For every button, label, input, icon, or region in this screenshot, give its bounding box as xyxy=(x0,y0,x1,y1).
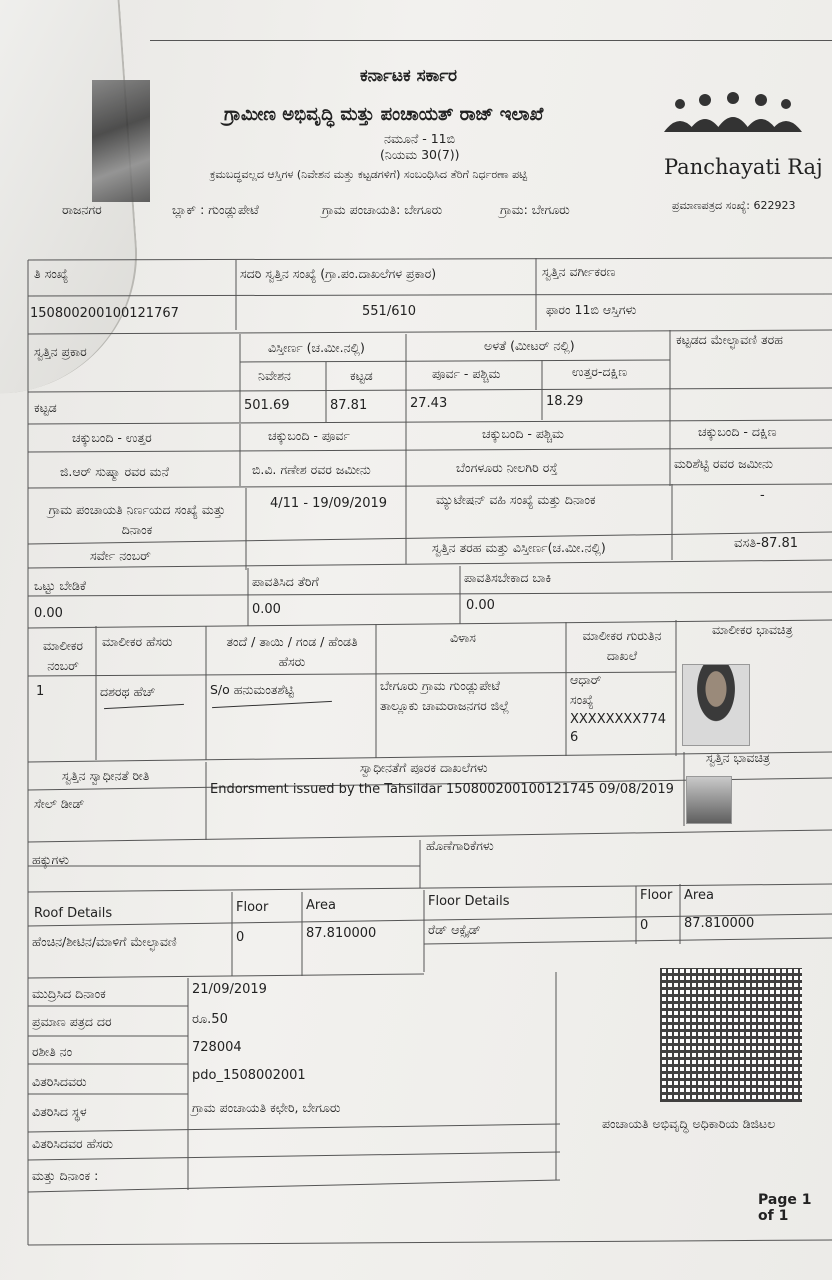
south-boundary-label: ಚಕ್ಕುಬಂದಿ - ದಕ್ಷಿಣ xyxy=(698,424,777,439)
roof-type-value: ಹೆಂಚಿನ/ಶೀಟಿನ/ಮಾಳಿಗೆ ಮೇಲ್ಛಾವಣಿ xyxy=(32,934,177,949)
gram-panchayat: ಗ್ರಾಮ ಪಂಚಾಯತಿ: ಬೇಗೂರು xyxy=(322,202,443,217)
owner-number-label: ಮಾಲೀಕರ ನಂಬರ್ xyxy=(42,638,84,673)
north-south-label: ಉತ್ತರ-ದಕ್ಷಿಣ xyxy=(572,364,628,379)
owner-name: ದಶರಥ ಹೆಚ್ xyxy=(100,684,156,699)
paid-tax-value: 0.00 xyxy=(252,602,281,617)
roof-floor-value: 0 xyxy=(236,930,245,945)
floor-floor-value: 0 xyxy=(640,918,649,933)
owner-number: 1 xyxy=(36,684,45,699)
acquisition-mode-value: ಸೇಲ್ ಡೀಡ್ xyxy=(34,796,85,811)
block: ಬ್ಲಾಕ್ : ಗುಂಡ್ಲುಪೇಟೆ xyxy=(172,202,259,217)
owner-id-number-suffix: 6 xyxy=(570,730,579,745)
roof-details-label: Roof Details xyxy=(34,906,113,921)
site-area-value: 501.69 xyxy=(244,398,290,413)
property-id-label: ತಿ ಸಂಖ್ಯೆ xyxy=(34,266,69,281)
relation-label: ತಂದೆ / ತಾಯಿ / ಗಂಡ / ಹೆಂಡತಿ ಹೆಸರು xyxy=(226,634,358,669)
owner-address-line-1: ಬೇಗೂರು ಗ್ರಾಮ ಗುಂಡ್ಲುಪೇಟೆ xyxy=(380,678,501,693)
receipt-value: 728004 xyxy=(192,1040,242,1055)
east-boundary-value: ಬಿ.ವಿ. ಗಣೇಶ ರವರ ಜಮೀನು xyxy=(252,462,371,477)
district: ರಾಜನಗರ xyxy=(62,202,102,217)
sadari-value: 551/610 xyxy=(362,304,417,319)
owner-relation: S/o ಹನುಮಂತಶೆಟ್ಟಿ xyxy=(210,682,294,697)
roof-floor-header: Floor xyxy=(236,900,269,915)
property-id-value: 150800200100121767 xyxy=(30,306,179,321)
west-boundary-value: ಬೆಂಗಳೂರು ನೀಲಗಿರಿ ರಸ್ತೆ xyxy=(456,460,558,475)
resolution-label: ಗ್ರಾಮ ಪಂಚಾಯತಿ ನಿರ್ಣಯದ ಸಂಖ್ಯೆ ಮತ್ತು ದಿನಾಂಕ xyxy=(48,502,226,537)
roof-area-header: Area xyxy=(306,898,336,913)
east-west-label: ಪೂರ್ವ - ಪಶ್ಚಿಮ xyxy=(432,366,501,381)
east-west-value: 27.43 xyxy=(410,396,448,411)
mutation-value: - xyxy=(760,488,765,503)
print-date-value: 21/09/2019 xyxy=(192,982,267,997)
page-number: Page 1 of 1 xyxy=(758,1192,812,1224)
total-demand-label: ಒಟ್ಟು ಬೇಡಿಕೆ xyxy=(34,578,87,593)
floor-type-value: ರೆಡ್ ಆಕ್ಸೈಡ್ xyxy=(428,922,481,937)
balance-value: 0.00 xyxy=(466,598,495,613)
owner-id-number: XXXXXXXX774 xyxy=(570,712,667,727)
property-photo-label: ಸ್ವತ್ತಿನ ಭಾವಚಿತ್ರ xyxy=(706,750,771,765)
govt-title: ಕರ್ನಾಟಕ ಸರ್ಕಾರ xyxy=(360,66,458,86)
property-photo xyxy=(686,776,732,824)
issue-place-value: ಗ್ರಾಮ ಪಂಚಾಯತಿ ಕಛೇರಿ, ಬೇಗೂರು xyxy=(192,1100,341,1115)
print-date-label: ಮುದ್ರಿಸಿದ ದಿನಾಂಕ xyxy=(32,986,106,1001)
owner-id-label: ಮಾಲೀಕರ ಗುರುತಿನ ದಾಖಲೆ xyxy=(582,628,662,663)
acquisition-mode-label: ಸ್ವತ್ತಿನ ಸ್ವಾಧೀನತೆ ರೀತಿ xyxy=(62,768,150,783)
form-number: ನಮೂನೆ - 11ಬಿ xyxy=(384,131,456,146)
north-boundary-label: ಚಕ್ಕುಬಂದಿ - ಉತ್ತರ xyxy=(72,430,152,445)
owner-address-line-2: ತಾಲ್ಲೂಕು ಚಾಮರಾಜನಗರ ಜಿಲ್ಲೆ xyxy=(380,698,510,713)
property-type-area-value: ವಸತಿ-87.81 xyxy=(734,536,799,551)
classification-label: ಸ್ವತ್ತಿನ ವರ್ಗೀಕರಣ xyxy=(542,264,616,279)
floor-details-label: Floor Details xyxy=(428,894,510,909)
issuer-value: pdo_1508002001 xyxy=(192,1068,306,1083)
rule-number: (ನಿಯಮ 30(7)) xyxy=(380,147,460,162)
resolution-value: 4/11 - 19/09/2019 xyxy=(270,496,388,511)
supporting-docs-label: ಸ್ವಾಧೀನತೆಗೆ ಪೂರಕ ದಾಖಲೆಗಳು xyxy=(360,760,488,775)
dept-title: ಗ್ರಾಮೀಣ ಅಭಿವೃದ್ಧಿ ಮತ್ತು ಪಂಚಾಯತ್ ರಾಜ್ ಇಲಾಖೆ xyxy=(224,104,544,125)
mutation-label: ಮ್ಯುಟೇಷನ್ ವಹಿ ಸಂಖ್ಯೆ ಮತ್ತು ದಿನಾಂಕ xyxy=(436,492,596,507)
building-label: ಕಟ್ಟಡ xyxy=(350,368,373,383)
sadari-label: ಸದರಿ ಸ್ವತ್ತಿನ ಸಂಖ್ಯೆ (ಗ್ರಾ.ಪಂ.ದಾಖಲೆಗಳ ಪ್ರಕಾರ) xyxy=(240,266,437,281)
roof-area-value: 87.810000 xyxy=(306,926,377,941)
area-label: ವಿಸ್ತೀರ್ಣ (ಚ.ಮೀ.ನಲ್ಲಿ) xyxy=(268,340,365,355)
fee-value: ರೂ.50 xyxy=(192,1012,228,1027)
pdo-signature-caption: ಪಂಚಾಯತಿ ಅಭಿವೃದ್ಧಿ ಅಧಿಕಾರಿಯ ಡಿಜಿಟಲ xyxy=(602,1116,776,1131)
receipt-label: ರಶೀತಿ ನಂ xyxy=(32,1044,73,1059)
roof-type-label: ಕಟ್ಟಡದ ಮೇಲ್ಛಾವಣಿ ತರಹ xyxy=(676,332,783,347)
site-label: ನಿವೇಶನ xyxy=(258,368,291,383)
north-south-value: 18.29 xyxy=(546,394,584,409)
floor-area-value: 87.810000 xyxy=(684,916,755,931)
north-boundary-value: ಜಿ.ಆರ್ ಸುಷ್ಮಾ ರವರ ಮನೆ xyxy=(60,464,170,479)
form-subtitle: ಕ್ರಮಬದ್ಧವಲ್ಲದ ಆಸ್ತಿಗಳ (ನಿವೇಶನ ಮತ್ತು ಕಟ್ಟಡಗಳಿಗೆ) ಸಂಬಂಧಿಸಿದ ತೆರಿಗೆ ನಿರ್ಧರಣಾ ಪಟ್ಟಿ xyxy=(210,168,528,181)
issue-place-label: ವಿತರಿಸಿದ ಸ್ಥಳ xyxy=(32,1104,87,1119)
owner-name-label: ಮಾಲೀಕರ ಹೆಸರು xyxy=(102,634,173,649)
qr-code xyxy=(660,968,802,1102)
east-boundary-label: ಚಕ್ಕುಬಂದಿ - ಪೂರ್ವ xyxy=(268,428,350,443)
recipient-date-label: ಮತ್ತು ದಿನಾಂಕ : xyxy=(32,1168,99,1183)
owner-photo-label: ಮಾಲೀಕರ ಭಾವಚಿತ್ರ xyxy=(712,622,793,637)
building-area-value: 87.81 xyxy=(330,398,368,413)
liabilities-label: ಹೊಣೆಗಾರಿಕೆಗಳು xyxy=(426,838,494,853)
issuer-label: ವಿತರಿಸಿದವರು xyxy=(32,1074,87,1089)
floor-floor-header: Floor xyxy=(640,888,673,903)
logo-text: Panchayati Raj xyxy=(664,155,823,179)
owner-id-type: ಆಧಾರ್ xyxy=(570,672,602,687)
address-label: ವಿಳಾಸ xyxy=(450,630,476,645)
recipient-label: ವಿತರಿಸಿದವರ ಹೆಸರು xyxy=(32,1136,113,1151)
dimension-label: ಅಳತೆ (ಮೀಟರ್ ನಲ್ಲಿ) xyxy=(484,338,575,353)
fee-label: ಪ್ರಮಾಣ ಪತ್ರದ ದರ xyxy=(32,1014,112,1029)
balance-label: ಪಾವತಿಸಬೇಕಾದ ಬಾಕಿ xyxy=(464,570,552,585)
owner-id-number-label: ಸಂಖ್ಯೆ xyxy=(570,692,594,707)
south-boundary-value: ಮರಿಶೆಟ್ಟಿ ರವರ ಜಮೀನು xyxy=(674,456,773,471)
owner-photo xyxy=(682,664,750,746)
paid-tax-label: ಪಾವತಿಸಿದ ತೆರಿಗೆ xyxy=(252,574,319,589)
certificate-number: ಪ್ರಮಾಣಪತ್ರದ ಸಂಖ್ಯೆ: 622923 xyxy=(672,199,796,212)
property-type-value: ಕಟ್ಟಡ xyxy=(34,400,57,415)
total-demand-value: 0.00 xyxy=(34,606,63,621)
supporting-docs-value: Endorsment issued by the Tahsildar 150800200100121745 09/08/2019 xyxy=(210,782,674,797)
rights-label: ಹಕ್ಕುಗಳು xyxy=(32,852,69,867)
classification-value: ಫಾರಂ 11ಬಿ ಆಸ್ತಿಗಳು xyxy=(546,302,637,317)
village: ಗ್ರಾಮ: ಬೇಗೂರು xyxy=(500,202,570,217)
west-boundary-label: ಚಕ್ಕುಬಂದಿ - ಪಶ್ಚಿಮ xyxy=(482,426,564,441)
floor-area-header: Area xyxy=(684,888,714,903)
property-type-label: ಸ್ವತ್ತಿನ ಪ್ರಕಾರ xyxy=(34,344,87,359)
property-type-area-label: ಸ್ವತ್ತಿನ ತರಹ ಮತ್ತು ವಿಸ್ತೀರ್ಣ(ಚ.ಮೀ.ನಲ್ಲಿ) xyxy=(432,540,606,555)
survey-number-label: ಸರ್ವೇ ನಂಬರ್ xyxy=(90,548,151,563)
